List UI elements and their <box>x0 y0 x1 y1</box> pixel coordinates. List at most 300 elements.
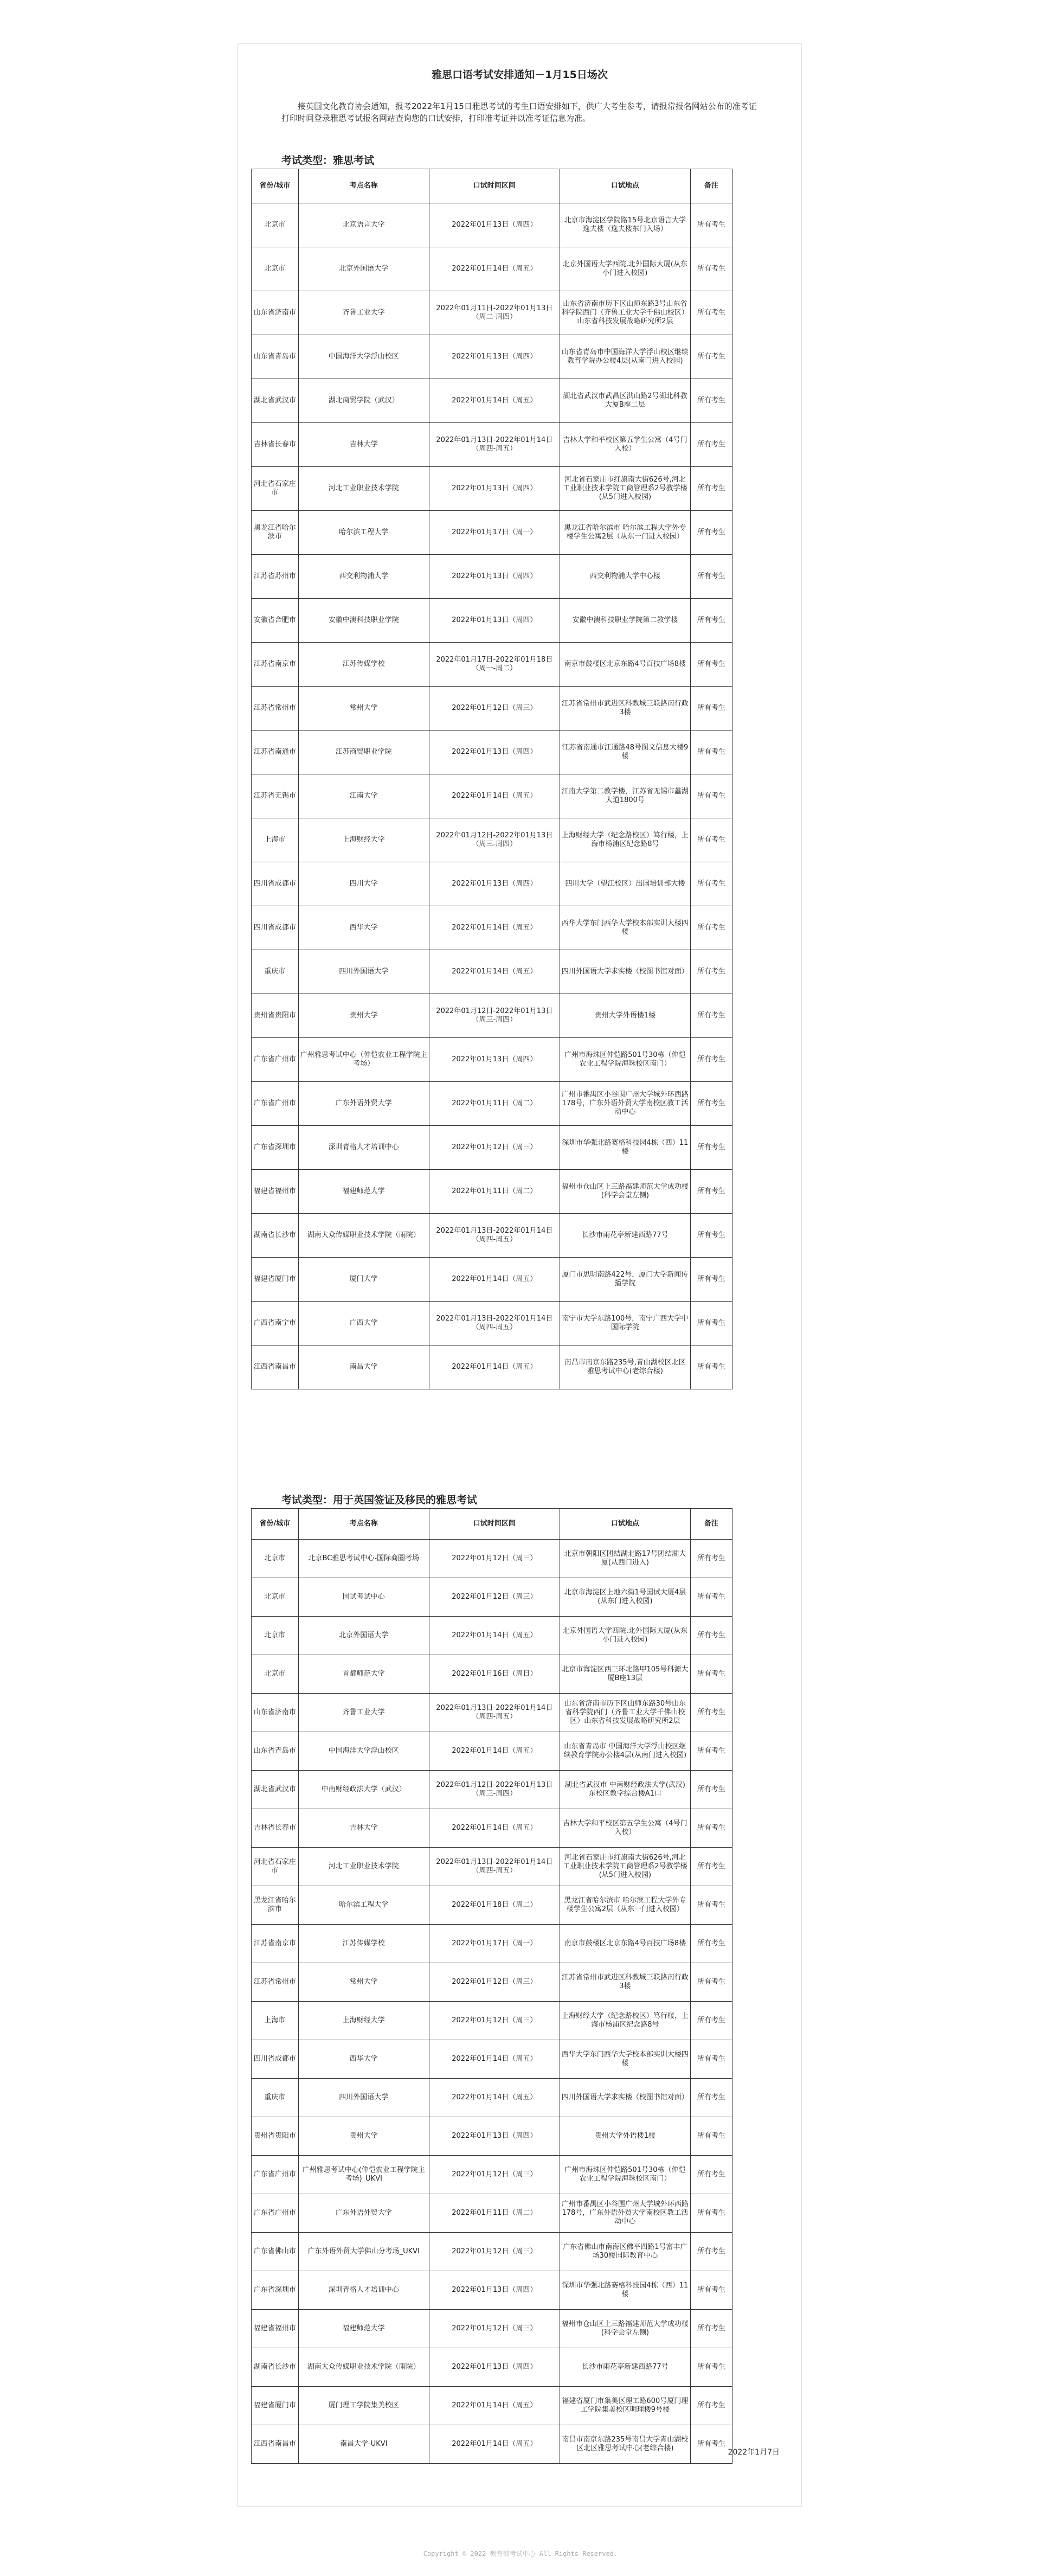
cell-location: 上海财经大学（纪念路校区）笃行楼，上海市杨浦区纪念路8号 <box>560 818 690 862</box>
cell-time: 2022年01月12日（周三） <box>429 2310 560 2348</box>
cell-region: 四川省成都市 <box>252 862 299 906</box>
table-row <box>252 555 732 599</box>
cell-time: 2022年01月12日（周三） <box>429 2002 560 2040</box>
cell-note: 所有考生 <box>690 1540 732 1578</box>
cell-time: 2022年01月12日-2022年01月13日（周三-周四） <box>429 1771 560 1809</box>
table-row <box>252 1848 732 1886</box>
header-region: 省份/城市 <box>252 1509 299 1540</box>
cell-location: 江苏省常州市武进区科教城三联路南行政3楼 <box>560 687 690 730</box>
table-row <box>252 423 732 467</box>
cell-note: 所有考生 <box>690 2233 732 2271</box>
cell-venue: 西交利物浦大学 <box>298 555 429 599</box>
cell-venue: 中国海洋大学浮山校区 <box>298 1732 429 1771</box>
cell-venue: 湖北商贸学院（武汉） <box>298 379 429 423</box>
cell-venue: 北京外国语大学 <box>298 1617 429 1655</box>
cell-time: 2022年01月13日（周四） <box>429 467 560 511</box>
cell-note: 所有考生 <box>690 774 732 818</box>
table-row <box>252 1082 732 1126</box>
table-row <box>252 1540 732 1578</box>
cell-note: 所有考生 <box>690 1848 732 1886</box>
cell-region: 江苏省南京市 <box>252 643 299 687</box>
cell-time: 2022年01月17日-2022年01月18日（周一-周二） <box>429 643 560 687</box>
cell-note: 所有考生 <box>690 1809 732 1848</box>
cell-venue: 广州雅思考试中心(仲恺农业工程学院主考场)_UKVI <box>298 2156 429 2194</box>
header-time: 口试时间区间 <box>429 169 560 203</box>
cell-time: 2022年01月13日（周四） <box>429 335 560 379</box>
cell-time: 2022年01月13日（周四） <box>429 730 560 774</box>
table-header-row <box>252 1509 732 1540</box>
table-row <box>252 730 732 774</box>
table-row <box>252 1694 732 1732</box>
cell-location: 广东省佛山市南海区佛平四路1号富丰广场30楼国际教育中心 <box>560 2233 690 2271</box>
table-row <box>252 906 732 950</box>
schedule-table-ielts <box>251 169 732 1389</box>
cell-region: 安徽省合肥市 <box>252 599 299 643</box>
cell-time: 2022年01月14日（周五） <box>429 1732 560 1771</box>
table-row <box>252 994 732 1038</box>
cell-venue: 吉林大学 <box>298 1809 429 1848</box>
cell-location: 山东省济南市历下区山师东路3号山东省科学院西门（齐鲁工业大学千佛山校区）山东省科技发展战略研究所2层 <box>560 291 690 335</box>
table-row <box>252 1655 732 1694</box>
cell-note: 所有考生 <box>690 1170 732 1214</box>
table-row <box>252 2425 732 2464</box>
cell-region: 四川省成都市 <box>252 906 299 950</box>
cell-venue: 常州大学 <box>298 1963 429 2002</box>
cell-venue: 中国海洋大学浮山校区 <box>298 335 429 379</box>
intro-paragraph: 接英国文化教育协会通知，报考2022年1月15日雅思考试的考生口语安排如下，供广大考生参考，请报常报名网站公布的准考证打印时间登录雅思考试报名网站查询您的口试安排，打印准考证并以准考证信息为准。 <box>281 101 757 123</box>
cell-location: 南京市鼓楼区北京东路4号百技广场8楼 <box>560 643 690 687</box>
cell-location: 河北省石家庄市红旗南大街626号,河北工业职业技术学院工商管理系2号教学楼(从5门进入校园) <box>560 467 690 511</box>
cell-venue: 贵州大学 <box>298 2117 429 2156</box>
header-note: 备注 <box>690 1509 732 1540</box>
header-venue: 考点名称 <box>298 169 429 203</box>
publish-date: 2022年1月7日 <box>728 2448 780 2457</box>
cell-note: 所有考生 <box>690 730 732 774</box>
table-row <box>252 1302 732 1345</box>
cell-location: 江苏省南通市江通路48号图文信息大楼9楼 <box>560 730 690 774</box>
header-time: 口试时间区间 <box>429 1509 560 1540</box>
cell-venue: 深圳青格人才培训中心 <box>298 2271 429 2310</box>
cell-venue: 福建师范大学 <box>298 1170 429 1214</box>
cell-location: 北京外国语大学西院,北外国际大厦(从东小门进入校园) <box>560 1617 690 1655</box>
cell-time: 2022年01月13日-2022年01月14日（周四-周五） <box>429 423 560 467</box>
cell-region: 北京市 <box>252 1617 299 1655</box>
cell-time: 2022年01月17日（周一） <box>429 511 560 555</box>
table-row <box>252 2194 732 2233</box>
cell-region: 山东省青岛市 <box>252 335 299 379</box>
cell-region: 广东省广州市 <box>252 2194 299 2233</box>
cell-venue: 厦门理工学院集美校区 <box>298 2387 429 2425</box>
cell-time: 2022年01月12日-2022年01月13日（周三-周四） <box>429 994 560 1038</box>
cell-time: 2022年01月13日-2022年01月14日（周四-周五） <box>429 1694 560 1732</box>
cell-note: 所有考生 <box>690 687 732 730</box>
table-row <box>252 862 732 906</box>
table-row <box>252 379 732 423</box>
table-row <box>252 1925 732 1963</box>
cell-time: 2022年01月14日（周五） <box>429 1345 560 1389</box>
cell-location: 山东省济南市历下区山师东路30号山东省科学院西门（齐鲁工业大学千佛山校区）山东省科技发展战略研究所2层 <box>560 1694 690 1732</box>
cell-venue: 福建师范大学 <box>298 2310 429 2348</box>
cell-region: 河北省石家庄市 <box>252 1848 299 1886</box>
table-row <box>252 1038 732 1082</box>
cell-time: 2022年01月13日-2022年01月14日（周四-周五） <box>429 1848 560 1886</box>
table-row <box>252 599 732 643</box>
cell-note: 所有考生 <box>690 906 732 950</box>
table-header-row <box>252 169 732 203</box>
table-row <box>252 2002 732 2040</box>
cell-region: 福建省厦门市 <box>252 2387 299 2425</box>
cell-region: 吉林省长春市 <box>252 423 299 467</box>
notice-page <box>237 43 802 2507</box>
cell-venue: 齐鲁工业大学 <box>298 291 429 335</box>
cell-location: 江南大学第二教学楼，江苏省无锡市蠡湖大道1800号 <box>560 774 690 818</box>
cell-note: 所有考生 <box>690 467 732 511</box>
cell-note: 所有考生 <box>690 2387 732 2425</box>
cell-time: 2022年01月13日（周四） <box>429 1038 560 1082</box>
table-row <box>252 1170 732 1214</box>
cell-note: 所有考生 <box>690 291 732 335</box>
cell-note: 所有考生 <box>690 818 732 862</box>
cell-time: 2022年01月13日（周四） <box>429 862 560 906</box>
table-row <box>252 1617 732 1655</box>
cell-note: 所有考生 <box>690 862 732 906</box>
cell-time: 2022年01月14日（周五） <box>429 2079 560 2117</box>
cell-note: 所有考生 <box>690 335 732 379</box>
cell-region: 上海市 <box>252 818 299 862</box>
cell-region: 吉林省长春市 <box>252 1809 299 1848</box>
cell-time: 2022年01月12日（周三） <box>429 1578 560 1617</box>
cell-region: 贵州省贵阳市 <box>252 2117 299 2156</box>
cell-venue: 上海财经大学 <box>298 2002 429 2040</box>
cell-note: 所有考生 <box>690 1082 732 1126</box>
table-row <box>252 2348 732 2387</box>
cell-region: 北京市 <box>252 1540 299 1578</box>
cell-note: 所有考生 <box>690 1302 732 1345</box>
cell-location: 南昌市南京东路235号,青山湖校区北区雅思考试中心(老综合楼) <box>560 1345 690 1389</box>
cell-note: 所有考生 <box>690 643 732 687</box>
cell-region: 湖北省武汉市 <box>252 379 299 423</box>
table-row <box>252 643 732 687</box>
cell-region: 山东省济南市 <box>252 1694 299 1732</box>
cell-time: 2022年01月13日（周四） <box>429 599 560 643</box>
cell-venue: 南昌大学-UKVI <box>298 2425 429 2464</box>
cell-region: 江西省南昌市 <box>252 2425 299 2464</box>
cell-venue: 安徽中澳科技职业学院 <box>298 599 429 643</box>
cell-note: 所有考生 <box>690 2310 732 2348</box>
cell-location: 长沙市雨花亭新建西路77号 <box>560 1214 690 1258</box>
cell-venue: 江苏传媒学校 <box>298 1925 429 1963</box>
section-title-ielts: 考试类型：雅思考试 <box>281 155 375 166</box>
cell-time: 2022年01月12日（周三） <box>429 1126 560 1170</box>
cell-location: 黑龙江省哈尔滨市 哈尔滨工程大学外专楼学生公寓2层（从东一门进入校园） <box>560 511 690 555</box>
cell-time: 2022年01月11日-2022年01月13日（周二-周四） <box>429 291 560 335</box>
cell-time: 2022年01月12日（周三） <box>429 2156 560 2194</box>
cell-region: 湖南省长沙市 <box>252 2348 299 2387</box>
cell-region: 江苏省常州市 <box>252 687 299 730</box>
cell-region: 黑龙江省哈尔滨市 <box>252 511 299 555</box>
cell-location: 吉林大学和平校区第五学生公寓（4号门入校） <box>560 1809 690 1848</box>
cell-note: 所有考生 <box>690 1694 732 1732</box>
cell-venue: 广东外语外贸大学佛山分考场_UKVI <box>298 2233 429 2271</box>
header-location: 口试地点 <box>560 169 690 203</box>
cell-location: 安徽中澳科技职业学院第二教学楼 <box>560 599 690 643</box>
table-row <box>252 2040 732 2079</box>
table-row <box>252 203 732 247</box>
cell-time: 2022年01月14日（周五） <box>429 906 560 950</box>
cell-location: 南宁市大学东路100号，南宁广西大学中国际学院 <box>560 1302 690 1345</box>
cell-note: 所有考生 <box>690 2002 732 2040</box>
cell-note: 所有考生 <box>690 1886 732 1925</box>
table-row <box>252 247 732 291</box>
cell-venue: 北京语言大学 <box>298 203 429 247</box>
cell-location: 湖北省武汉市 中南财经政法大学(武汉)东校区教学综合楼A1口 <box>560 1771 690 1809</box>
cell-venue: 齐鲁工业大学 <box>298 1694 429 1732</box>
cell-region: 福建省福州市 <box>252 1170 299 1214</box>
cell-note: 所有考生 <box>690 1345 732 1389</box>
cell-location: 山东省青岛市 中国海洋大学浮山校区继续教育学院办公楼4层(从南门进入校园) <box>560 1732 690 1771</box>
cell-time: 2022年01月14日（周五） <box>429 2040 560 2079</box>
cell-region: 广东省广州市 <box>252 2156 299 2194</box>
cell-time: 2022年01月13日-2022年01月14日（周四-周五） <box>429 1302 560 1345</box>
cell-location: 北京市朝阳区团结湖北路17号团结湖大厦(从西门进入) <box>560 1540 690 1578</box>
cell-venue: 河北工业职业技术学院 <box>298 467 429 511</box>
cell-note: 所有考生 <box>690 1258 732 1302</box>
cell-venue: 哈尔滨工程大学 <box>298 511 429 555</box>
cell-note: 所有考生 <box>690 511 732 555</box>
cell-region: 重庆市 <box>252 950 299 994</box>
cell-location: 四川外国语大学求实楼（校图书馆对面） <box>560 950 690 994</box>
cell-venue: 广西大学 <box>298 1302 429 1345</box>
cell-note: 所有考生 <box>690 994 732 1038</box>
cell-venue: 贵州大学 <box>298 994 429 1038</box>
cell-venue: 首都师范大学 <box>298 1655 429 1694</box>
cell-venue: 厦门大学 <box>298 1258 429 1302</box>
cell-time: 2022年01月18日（周二） <box>429 1886 560 1925</box>
cell-location: 贵州大学外语楼1楼 <box>560 994 690 1038</box>
cell-time: 2022年01月13日（周四） <box>429 2348 560 2387</box>
cell-time: 2022年01月14日（周五） <box>429 1258 560 1302</box>
table-row <box>252 2310 732 2348</box>
cell-region: 广东省深圳市 <box>252 1126 299 1170</box>
cell-location: 长沙市雨花亭新建西路77号 <box>560 2348 690 2387</box>
cell-location: 西华大学东门西华大学校本部实训大楼四楼 <box>560 906 690 950</box>
cell-time: 2022年01月16日（周日） <box>429 1655 560 1694</box>
cell-region: 北京市 <box>252 247 299 291</box>
cell-location: 北京市海淀区学院路15号北京语言大学逸夫楼（逸夫楼东门入场） <box>560 203 690 247</box>
cell-note: 所有考生 <box>690 599 732 643</box>
cell-venue: 广东外语外贸大学 <box>298 1082 429 1126</box>
cell-time: 2022年01月12日-2022年01月13日（周三-周四） <box>429 818 560 862</box>
cell-venue: 四川外国语大学 <box>298 2079 429 2117</box>
table-row <box>252 1886 732 1925</box>
cell-note: 所有考生 <box>690 2040 732 2079</box>
cell-venue: 湖南大众传媒职业技术学院（雨院） <box>298 1214 429 1258</box>
cell-location: 山东省青岛市中国海洋大学浮山校区继续教育学院办公楼4层(从南门进入校园) <box>560 335 690 379</box>
cell-location: 四川外国语大学求实楼（校图书馆对面） <box>560 2079 690 2117</box>
cell-region: 北京市 <box>252 1655 299 1694</box>
cell-note: 所有考生 <box>690 2271 732 2310</box>
cell-venue: 北京BC雅思考试中心-国际商圈考场 <box>298 1540 429 1578</box>
cell-location: 福州市仓山区上三路福建师范大学成功楼(科学会堂左侧) <box>560 1170 690 1214</box>
cell-note: 所有考生 <box>690 2425 732 2464</box>
cell-note: 所有考生 <box>690 1126 732 1170</box>
table-row <box>252 687 732 730</box>
cell-location: 四川大学（望江校区）出国培训部大楼 <box>560 862 690 906</box>
cell-region: 江西省南昌市 <box>252 1345 299 1389</box>
table-row <box>252 2233 732 2271</box>
table-row <box>252 774 732 818</box>
cell-venue: 上海财经大学 <box>298 818 429 862</box>
table-row <box>252 2117 732 2156</box>
cell-time: 2022年01月14日（周五） <box>429 2425 560 2464</box>
table-row <box>252 2387 732 2425</box>
cell-region: 湖南省长沙市 <box>252 1214 299 1258</box>
table-row <box>252 467 732 511</box>
cell-location: 河北省石家庄市红旗南大街626号,河北工业职业技术学院工商管理系2号教学楼(从5门进入校园) <box>560 1848 690 1886</box>
cell-note: 所有考生 <box>690 203 732 247</box>
cell-time: 2022年01月14日（周五） <box>429 379 560 423</box>
cell-location: 福州市仓山区上三路福建师范大学成功楼(科学会堂左侧) <box>560 2310 690 2348</box>
cell-venue: 国试考试中心 <box>298 1578 429 1617</box>
cell-time: 2022年01月13日（周四） <box>429 2117 560 2156</box>
cell-location: 黑龙江省哈尔滨市 哈尔滨工程大学外专楼学生公寓2层（从东一门进入校园） <box>560 1886 690 1925</box>
header-note: 备注 <box>690 169 732 203</box>
cell-venue: 江苏商贸职业学院 <box>298 730 429 774</box>
cell-location: 上海财经大学（纪念路校区）笃行楼，上海市杨浦区纪念路8号 <box>560 2002 690 2040</box>
cell-venue: 河北工业职业技术学院 <box>298 1848 429 1886</box>
cell-venue: 广东外语外贸大学 <box>298 2194 429 2233</box>
cell-venue: 江南大学 <box>298 774 429 818</box>
table-row <box>252 1214 732 1258</box>
table-row <box>252 335 732 379</box>
cell-time: 2022年01月14日（周五） <box>429 2387 560 2425</box>
cell-location: 吉林大学和平校区第五学生公寓（4号门入校） <box>560 423 690 467</box>
cell-location: 厦门市思明南路422号，厦门大学新闻传播学院 <box>560 1258 690 1302</box>
cell-time: 2022年01月13日（周四） <box>429 203 560 247</box>
cell-note: 所有考生 <box>690 2194 732 2233</box>
table-row <box>252 291 732 335</box>
cell-note: 所有考生 <box>690 1578 732 1617</box>
cell-location: 广州市海珠区仲恺路501号30栋（仲恺农业工程学院海珠校区南门） <box>560 1038 690 1082</box>
table-row <box>252 818 732 862</box>
cell-region: 山东省青岛市 <box>252 1732 299 1771</box>
cell-note: 所有考生 <box>690 1771 732 1809</box>
cell-note: 所有考生 <box>690 423 732 467</box>
cell-region: 江苏省常州市 <box>252 1963 299 2002</box>
cell-note: 所有考生 <box>690 2117 732 2156</box>
table-row <box>252 2156 732 2194</box>
cell-location: 北京市海淀区西三环北路甲105号科源大厦B座13层 <box>560 1655 690 1694</box>
cell-time: 2022年01月13日（周四） <box>429 555 560 599</box>
table-row <box>252 1345 732 1389</box>
cell-region: 江苏省南京市 <box>252 1925 299 1963</box>
cell-venue: 江苏传媒学校 <box>298 643 429 687</box>
cell-venue: 西华大学 <box>298 906 429 950</box>
cell-note: 所有考生 <box>690 555 732 599</box>
cell-location: 江苏省常州市武进区科教城三联路南行政3楼 <box>560 1963 690 2002</box>
schedule-table-ukvi <box>251 1508 732 2464</box>
header-region: 省份/城市 <box>252 169 299 203</box>
cell-venue: 吉林大学 <box>298 423 429 467</box>
cell-region: 广西省南宁市 <box>252 1302 299 1345</box>
cell-location: 湖北省武汉市武昌区洪山路2号湖北科教大厦B座二层 <box>560 379 690 423</box>
cell-time: 2022年01月14日（周五） <box>429 1809 560 1848</box>
cell-location: 广州市海珠区仲恺路501号30栋（仲恺农业工程学院海珠校区南门） <box>560 2156 690 2194</box>
cell-time: 2022年01月12日（周三） <box>429 687 560 730</box>
cell-venue: 广州雅思考试中心（仲恺农业工程学院主考场） <box>298 1038 429 1082</box>
cell-venue: 湖南大众传媒职业技术学院（雨院） <box>298 2348 429 2387</box>
cell-time: 2022年01月11日（周二） <box>429 1082 560 1126</box>
table-row <box>252 1126 732 1170</box>
table-row <box>252 511 732 555</box>
cell-location: 西交利物浦大学中心楼 <box>560 555 690 599</box>
cell-time: 2022年01月14日（周五） <box>429 950 560 994</box>
cell-region: 江苏省苏州市 <box>252 555 299 599</box>
page-title: 雅思口语考试安排通知－1月15日场次 <box>432 69 608 81</box>
copyright-footer: Copyright © 2022 教育部考试中心 All Rights Reserved. <box>423 2550 618 2558</box>
table-row <box>252 2079 732 2117</box>
table-row <box>252 950 732 994</box>
cell-time: 2022年01月14日（周五） <box>429 1617 560 1655</box>
cell-time: 2022年01月17日（周一） <box>429 1925 560 1963</box>
cell-location: 福建省厦门市集美区理工路600号厦门理工学院集美校区明理楼9号楼 <box>560 2387 690 2425</box>
cell-venue: 哈尔滨工程大学 <box>298 1886 429 1925</box>
cell-location: 贵州大学外语楼1楼 <box>560 2117 690 2156</box>
cell-venue: 常州大学 <box>298 687 429 730</box>
cell-time: 2022年01月12日（周三） <box>429 2233 560 2271</box>
cell-time: 2022年01月12日（周三） <box>429 1540 560 1578</box>
cell-note: 所有考生 <box>690 1732 732 1771</box>
cell-region: 广东省深圳市 <box>252 2271 299 2310</box>
cell-region: 福建省厦门市 <box>252 1258 299 1302</box>
header-venue: 考点名称 <box>298 1509 429 1540</box>
cell-note: 所有考生 <box>690 379 732 423</box>
cell-location: 深圳市华强北路赛格科技园4栋（西）11楼 <box>560 1126 690 1170</box>
cell-region: 四川省成都市 <box>252 2040 299 2079</box>
cell-note: 所有考生 <box>690 2156 732 2194</box>
cell-time: 2022年01月14日（周五） <box>429 774 560 818</box>
cell-note: 所有考生 <box>690 1617 732 1655</box>
cell-note: 所有考生 <box>690 2079 732 2117</box>
cell-region: 上海市 <box>252 2002 299 2040</box>
cell-venue: 南昌大学 <box>298 1345 429 1389</box>
cell-region: 广东省广州市 <box>252 1038 299 1082</box>
table-row <box>252 1809 732 1848</box>
cell-region: 广东省广州市 <box>252 1082 299 1126</box>
cell-location: 西华大学东门西华大学校本部实训大楼四楼 <box>560 2040 690 2079</box>
cell-venue: 四川大学 <box>298 862 429 906</box>
cell-region: 重庆市 <box>252 2079 299 2117</box>
cell-location: 北京市海淀区上地六街1号国试大厦4层(从东门进入校园) <box>560 1578 690 1617</box>
cell-region: 北京市 <box>252 203 299 247</box>
cell-location: 南昌市南京东路235号南昌大学青山湖校区北区雅思考试中心(老综合楼) <box>560 2425 690 2464</box>
cell-time: 2022年01月14日（周五） <box>429 247 560 291</box>
cell-venue: 西华大学 <box>298 2040 429 2079</box>
table-row <box>252 2271 732 2310</box>
cell-note: 所有考生 <box>690 1214 732 1258</box>
cell-note: 所有考生 <box>690 1963 732 2002</box>
cell-note: 所有考生 <box>690 950 732 994</box>
table-row <box>252 1732 732 1771</box>
cell-region: 福建省福州市 <box>252 2310 299 2348</box>
cell-region: 山东省济南市 <box>252 291 299 335</box>
cell-location: 深圳市华强北路赛格科技园4栋（西）11楼 <box>560 2271 690 2310</box>
cell-time: 2022年01月11日（周二） <box>429 2194 560 2233</box>
cell-note: 所有考生 <box>690 1925 732 1963</box>
cell-note: 所有考生 <box>690 1038 732 1082</box>
cell-time: 2022年01月13日-2022年01月14日（周四-周五） <box>429 1214 560 1258</box>
section-title-ukvi: 考试类型：用于英国签证及移民的雅思考试 <box>281 1494 478 1506</box>
